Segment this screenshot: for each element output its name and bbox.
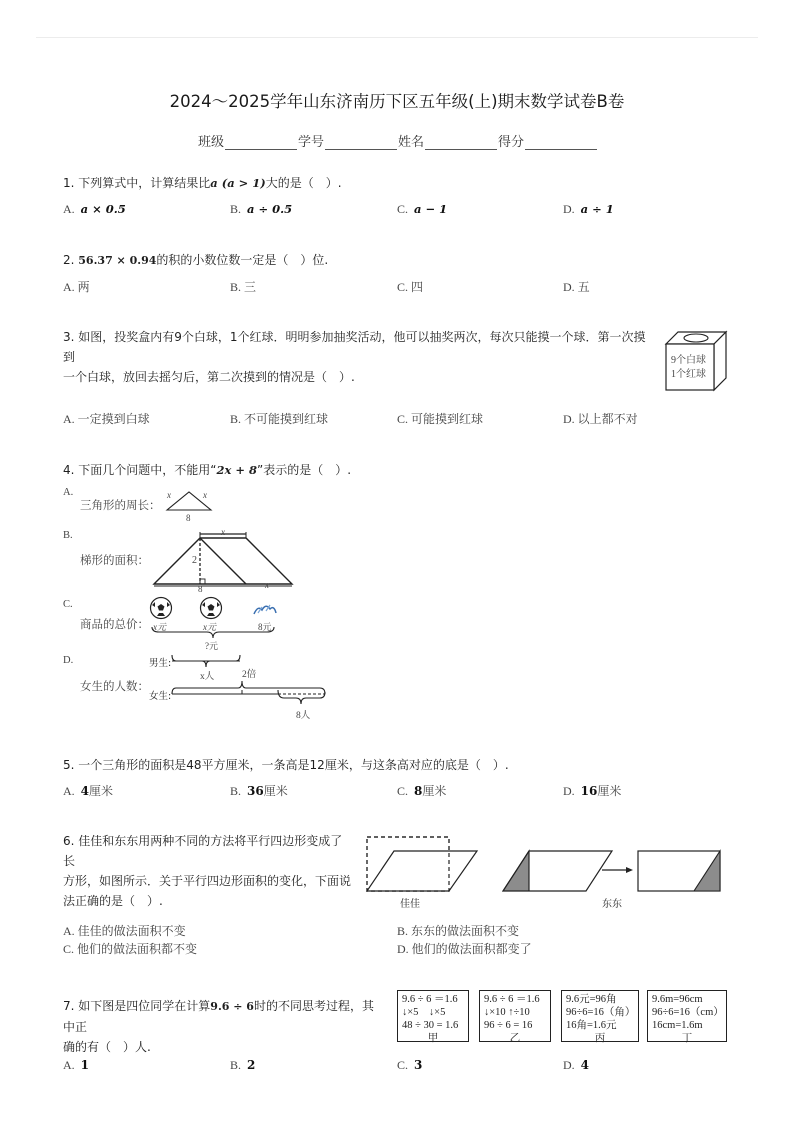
q7-option-c[interactable]: C. 3 [397,1058,423,1072]
trapezoid-figure [150,528,295,590]
q1-option-c[interactable]: C. a − 1 [397,202,448,216]
question-6-stem: 6. 佳佳和东东用两种不同的方法将平行四边形变成了长 方形，如图所示．关于平行四边形面积的变化，下面说 法正确的是（ ）. [63,834,352,908]
name-field: 姓名 [398,131,498,150]
method-box-yi: 9.6 ÷ 6 ＝1.6 ↓×10 ↑÷10 96 ÷ 6 = 16 乙 [479,990,551,1042]
question-5-stem: 5. 一个三角形的面积是48平方厘米，一条高是12厘米，与这条高对应的底是（ ）. [63,758,509,772]
q6-option-d[interactable]: D. 他们的做法面积都变了 [397,942,532,956]
question-2-stem: 2. 56.37 × 0.94的积的小数位数一定是（ ）位. [63,253,329,267]
method-box-bing: 9.6元=96角 96÷6=16（角） 16角=1.6元 丙 [561,990,639,1042]
q1-option-a[interactable]: A. a × 0.5 [63,202,126,216]
q3-option-b[interactable]: B. 不可能摸到红球 [230,412,329,426]
question-3-stem: 3. 如图，投奖盒内有9个白球，1个红球．明明参加抽奖活动，他可以抽奖两次，每次只能摸一个球．第一次摸到 一个白球，放回去摇匀后，第二次摸到的情况是（ ）. [63,330,646,384]
q5-option-b[interactable]: B. 36厘米 [230,784,288,798]
student-id-field: 学号 [298,131,398,150]
q4-option-b-text: 梯形的面积： [80,555,149,567]
q4-option-c[interactable]: C. [63,599,73,610]
parallelogram-jiajia-figure [366,836,481,892]
name-blank[interactable] [425,135,497,150]
q1-option-b[interactable]: B. a ÷ 0.5 [230,202,293,216]
q3-option-c[interactable]: C. 可能摸到红球 [397,412,484,426]
class-blank[interactable] [225,135,297,150]
q6-option-c[interactable]: C. 他们的做法面积都不变 [63,942,198,956]
q4-option-a[interactable]: A. [63,487,74,498]
soccer-ball-icon [199,596,223,620]
student-id-blank[interactable] [325,135,397,150]
q7-option-b[interactable]: B. 2 [230,1058,256,1072]
page-title: 2024～2025学年山东济南历下区五年级(上)期末数学试卷B卷 [169,92,625,111]
page-top-border [36,37,758,38]
q6-option-a[interactable]: A. 佳佳的做法面积不变 [63,924,186,938]
student-info-row [198,131,598,150]
score-blank[interactable] [525,135,597,150]
soccer-ball-icon [149,596,173,620]
class-field: 班级 [198,131,298,150]
q5-option-c[interactable]: C. 8厘米 [397,784,447,798]
question-1-stem: 1. 下列算式中，计算结果比a (a > 1)大的是（ ）. [63,176,342,190]
q4-option-a-text: 三角形的周长： [80,500,161,512]
method-box-jia: 9.6 ÷ 6 ＝1.6 ↓×5 ↓×5 48 ÷ 30 = 1.6 甲 [397,990,469,1042]
q4-option-d[interactable]: D. [63,655,74,666]
q4-option-d-text: 女生的人数： [80,681,149,693]
q5-option-a[interactable]: A. 4厘米 [63,784,114,798]
method-box-ding: 9.6m=96cm 96÷6=16（cm） 16cm=1.6m 丁 [647,990,727,1042]
q4-option-b[interactable]: B. [63,530,73,541]
q2-option-a[interactable]: A. 两 [63,280,90,294]
toy-icon [252,601,278,617]
q6-option-b[interactable]: B. 东东的做法面积不变 [397,924,520,938]
q3-option-a[interactable]: A. 一定摸到白球 [63,412,150,426]
question-4-stem: 4. 下面几个问题中，不能用“2x + 8”表示的是（ ）. [63,463,352,477]
q1-option-d[interactable]: D. a ÷ 1 [563,202,614,216]
parallelogram-dongdong-figure [502,850,730,892]
question-7-stem: 7. 如下图是四位同学在计算9.6 ÷ 6时的不同思考过程，其中正 确的有（ ）人. [63,999,374,1054]
q7-option-a[interactable]: A. 1 [63,1058,90,1072]
q2-option-d[interactable]: D. 五 [563,280,590,294]
q7-option-d[interactable]: D. 4 [563,1058,590,1072]
q5-option-d[interactable]: D. 16厘米 [563,784,622,798]
lottery-box-label: 9个白球 1个红球 [671,355,706,380]
q3-option-d[interactable]: D. 以上都不对 [563,412,638,426]
q2-option-b[interactable]: B. 三 [230,280,257,294]
total-brace [151,626,276,640]
q2-option-c[interactable]: C. 四 [397,280,424,294]
q4-option-c-text: 商品的总价： [80,619,149,631]
score-field: 得分 [498,131,598,150]
